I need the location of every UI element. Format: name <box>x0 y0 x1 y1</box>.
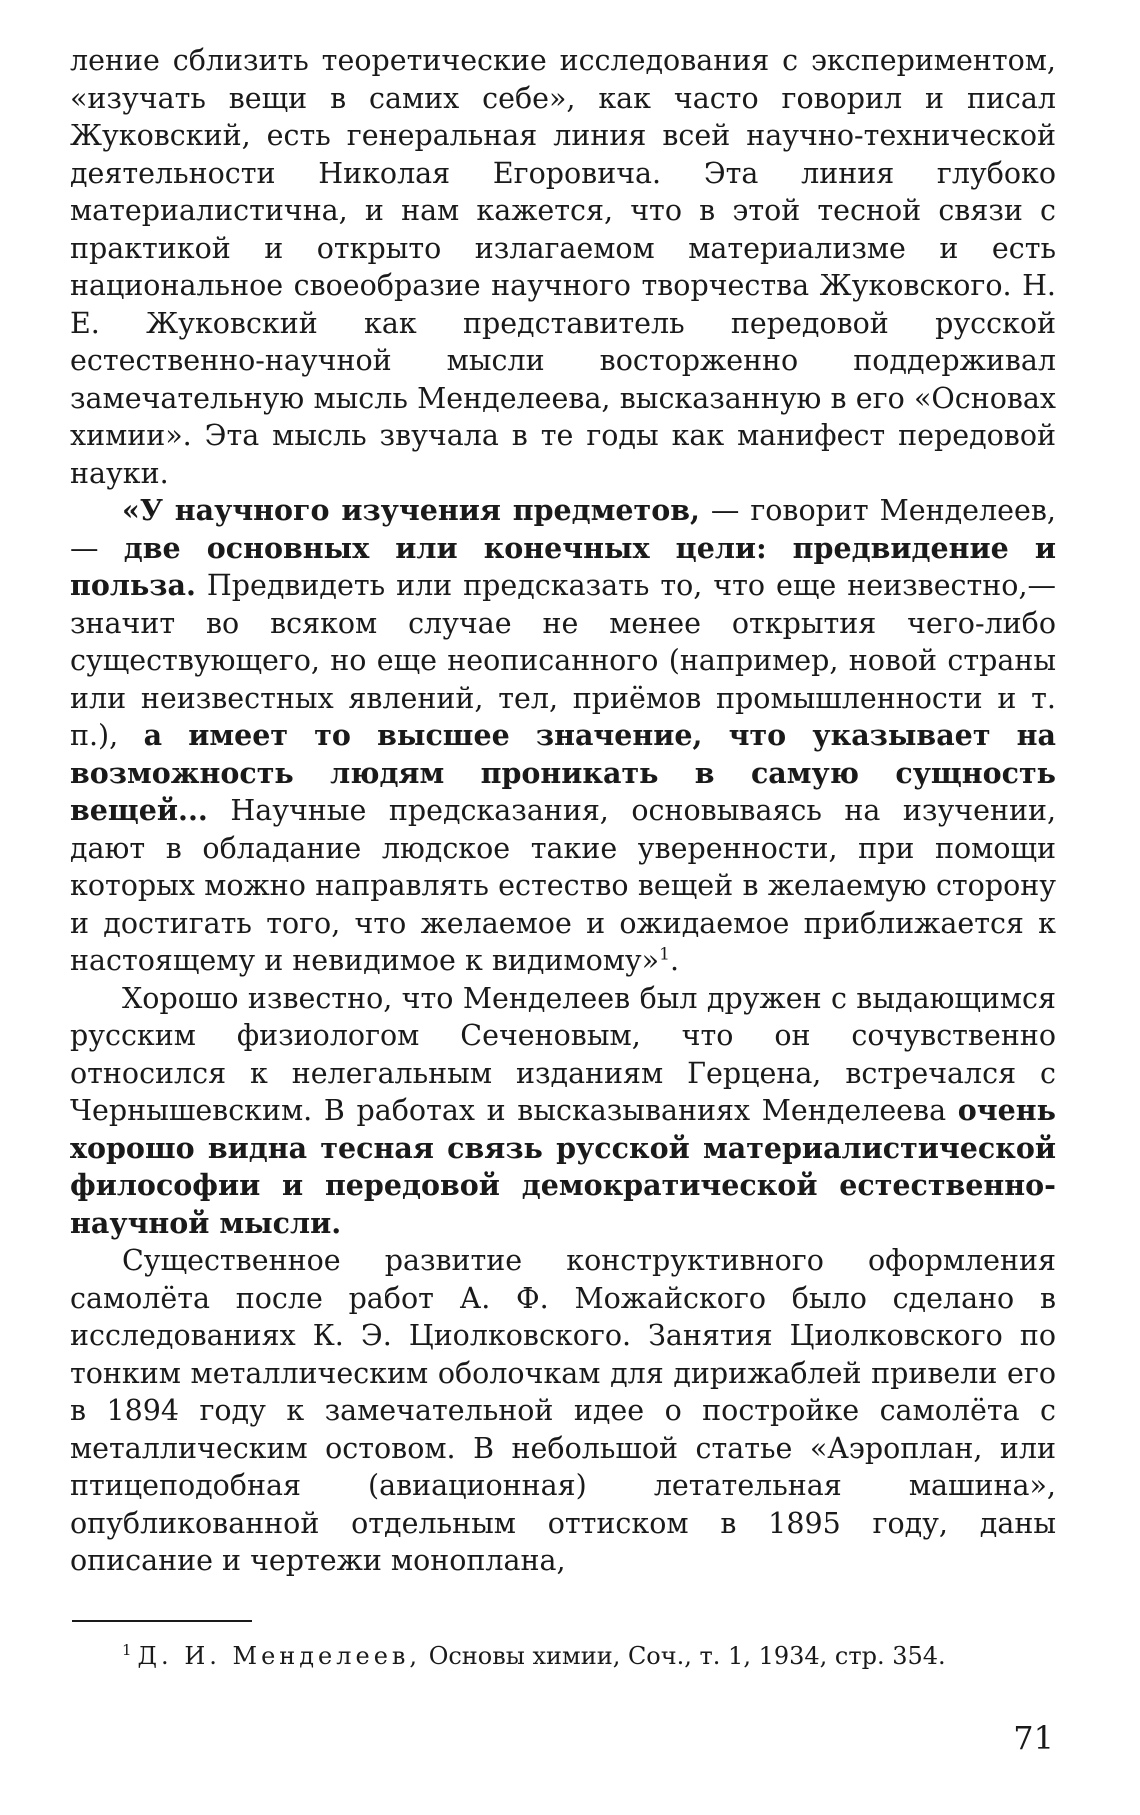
paragraph-3-text: Хорошо известно, что Менделеев был дружен с выдающимся русским физиологом Сеченовым, что он сочувственно относился к нелегальным изданиям Герцена, встречался с Чернышевским. В работах и высказываниях Менделеева <box>70 981 1056 1127</box>
quote-end: . <box>669 944 680 977</box>
quote-body-2: Научные предсказания, основываясь на изучении, дают в обладание людское такие уверенности, при помощи которых можно направлять естество вещей в желаемую сторону и достигать того, что желаемое и ожидаемое приближается к настоящему и невидимое к видимому» <box>70 794 1056 977</box>
quote-goals-bold: две основных или конечных цели: предвидение и польза. <box>70 530 1056 602</box>
footnote-divider <box>72 1620 252 1622</box>
paragraph-2 <box>70 492 1056 980</box>
footnote-reference[interactable]: 1 <box>659 944 670 965</box>
quote-attribution: — говорит Менделеев, — <box>70 494 1056 565</box>
quote-significance-bold: а имеет то высшее значение, что указывает на возможность людям проникать в самую сущность вещей... <box>70 718 1056 827</box>
paragraph-3-bold: очень хорошо видна тесная связь русской материалистической философии и передовой демократической естественно-научной мысли. <box>70 1093 1056 1240</box>
quote-opening-bold: «У научного изучения предметов, <box>122 493 700 527</box>
paragraph-1: ление сблизить теоретические исследования с экспериментом, «изучать вещи в самих себе», как часто говорил и писал Жуковский, есть генеральная линия всей научно-технической деятельности Николая Егоровича. Эта линия глубоко материалистична, и нам кажется, что в этой тесной связи с практикой и открыто излагаемом материализме и есть национальное своеобразие научного творчества Жуковского. Н. Е. Жуковский как представитель передовой русской естественно-научной мысли восторженно поддерживал замечательную мысль Менделеева, высказанную в его «Основах химии». Эта мысль звучала в те годы как манифест передовой науки. <box>70 44 1056 490</box>
paragraph-4: Существенное развитие конструктивного оформления самолёта после работ А. Ф. Можайского было сделано в исследованиях К. Э. Циолковского. Занятия Циолковского по тонким металлическим оболочкам для дирижаблей привели его в 1894 году к замечательной идее о постройке самолёта с металлическим остовом. В небольшой статье «Аэроплан, или птицеподобная (авиационная) летательная машина», опубликованной отдельным оттиском в 1895 году, даны описание и чертежи моноплана, <box>70 1244 1056 1577</box>
main-text <box>70 42 1056 1580</box>
footnote-text: Основы химии, Соч., т. 1, 1934, стр. 354. <box>421 1642 946 1670</box>
footnote <box>122 1640 1056 1672</box>
quote-body-1: Предвидеть или предсказать то, что еще неизвестно,— значит во всяком случае не менее открытия чего-либо существующего, но еще неописанного (например, новой страны или неизвестных явлений, тел, приёмов промышленности и т. п.), <box>70 569 1056 752</box>
paragraph-3 <box>70 980 1056 1243</box>
footnote-author: Д. И. Менделеев, <box>137 1642 422 1670</box>
page-number: 71 <box>1013 1719 1054 1757</box>
footnote-mark: 1 <box>122 1641 132 1659</box>
